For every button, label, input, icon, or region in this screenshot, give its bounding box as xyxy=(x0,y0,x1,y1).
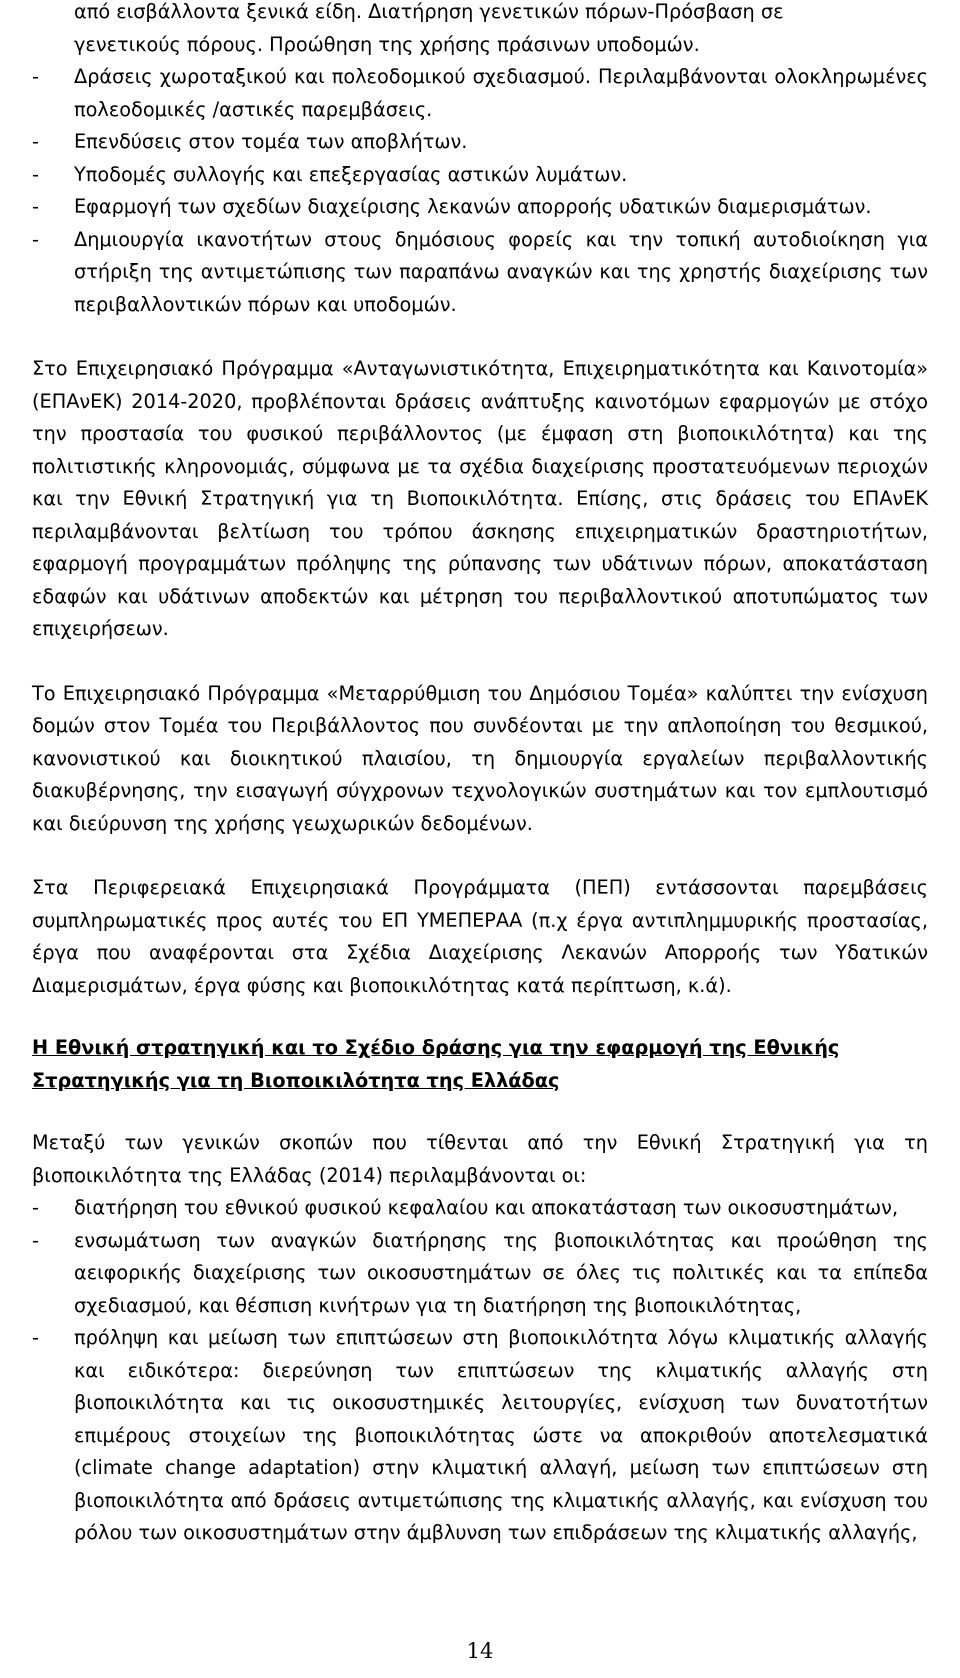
list-item-text: Επενδύσεις στον τομέα των αποβλήτων. xyxy=(74,130,468,153)
list-item xyxy=(32,224,928,322)
list-dash: - xyxy=(32,162,39,186)
list-dash: - xyxy=(32,65,39,88)
list-item-text: ενσωμάτωση των αναγκών διατήρησης της βιοποικιλότητας και προώθηση της αειφορικής διαχείρισης των οικοσυστημάτων σε όλες τις πολιτικές και τα επίπεδα σχεδιασμού, και θέσπιση κινήτρων για τη διατήρηση της βιοποικιλότητας, xyxy=(74,1228,928,1317)
list-item xyxy=(32,1322,928,1550)
section-heading: Η Εθνική στρατηγική και το Σχέδιο δράσης για την εφαρμογή της Εθνικής Στρατηγικής για τη Βιοποικιλότητα της Ελλάδας xyxy=(32,1036,840,1092)
list-item-text: διατήρηση του εθνικού φυσικού κεφαλαίου και αποκατάσταση των οικοσυστημάτων, xyxy=(74,1196,899,1219)
document-page xyxy=(32,0,928,1550)
paragraph-intro: Μεταξύ των γενικών σκοπών που τίθενται από την Εθνική Στρατηγική για τη βιοποικιλότητα της Ελλάδας (2014) περιλαμβάνονται οι: xyxy=(32,1131,928,1187)
paragraph-regional-programmes: Στα Περιφερειακά Επιχειρησιακά Προγράμματα (ΠΕΠ) εντάσσονται παρεμβάσεις συμπληρωματικές προς αυτές του ΕΠ ΥΜΕΠΕΡΑΑ (π.χ έργα αντιπλημμυρικής προστασίας, έργα που αναφέρονται στα Σχέδια Διαχείρισης Λεκανών Απορροής των Υδατικών Διαμερισμάτων, έργα φύσης και βιοποικιλότητας κατά περίπτωση, κ.ά). xyxy=(32,876,928,997)
page-number: 14 xyxy=(466,1639,494,1663)
list-item-text: Δράσεις χωροταξικού και πολεοδομικού σχεδιασμού. Περιλαμβάνονται ολοκληρωμένες πολεοδομικές /αστικές παρεμβάσεις. xyxy=(74,65,928,121)
list-dash: - xyxy=(32,1196,39,1219)
list-item xyxy=(32,1192,928,1225)
paragraph-public-sector-reform: Το Επιχειρησιακό Πρόγραμμα «Μεταρρύθμιση του Δημόσιου Τομέα» καλύπτει την ενίσχυση δομών στον Τομέα του Περιβάλλοντος που συνδέονται με την απλοποίηση του θεσμικού, κανονιστικού και διοικητικού πλαισίου, τη δημιουργία εργαλείων περιβαλλοντικής διακυβέρνησης, την εισαγωγή σύγχρονων τεχνολογικών συστημάτων και τον εμπλουτισμό και διεύρυνση της χρήσης γεωχωρικών δεδομένων. xyxy=(32,681,928,835)
list-item xyxy=(32,1225,928,1323)
list-dash: - xyxy=(32,1228,39,1252)
list-item xyxy=(32,159,928,192)
list-item-continuation-line1: από εισβάλλοντα ξενικά είδη. Διατήρηση γενετικών πόρων-Πρόσβαση σε xyxy=(74,0,784,23)
list-item-text: πρόληψη και μείωση των επιπτώσεων στη βιοποικιλότητα λόγω κλιματικής αλλαγής και ειδικότερα: διερεύνηση των επιπτώσεων της κλιματικής αλλαγής στη βιοποικιλότητα και τις οικοσυστημικές λειτουργίες, ενίσχυση των δυνατοτήτων επιμέρους στοιχείων της βιοποικιλότητας ώστε να αποκριθούν αποτελεσματικά (climate change adaptation) στην κλιματική αλλαγή, μείωση των επιπτώσεων στη βιοποικιλότητα από δράσεις αντιμετώπισης της κλιματικής αλλαγής, και ενίσχυση του ρόλου των οικοσυστημάτων στην άμβλυνση των επιδράσεων της κλιματικής αλλαγής, xyxy=(74,1326,928,1544)
goals-list xyxy=(32,1192,928,1550)
list-item xyxy=(32,191,928,224)
list-item-text: Δημιουργία ικανοτήτων στους δημόσιους φορείς και την τοπική αυτοδιοίκηση για στήριξη της αντιμετώπισης των παραπάνω αναγκών και της χρηστής διαχείρισης των περιβαλλοντικών πόρων και υποδομών. xyxy=(74,227,928,316)
list-item xyxy=(32,61,928,126)
list-dash: - xyxy=(32,130,39,153)
list-dash: - xyxy=(32,1326,39,1349)
list-dash: - xyxy=(32,227,39,251)
list-item-continuation-line2: γενετικούς πόρους. Προώθηση της χρήσης πράσινων υποδομών. xyxy=(74,32,700,56)
list-item-text: Υποδομές συλλογής και επεξεργασίας αστικών λυμάτων. xyxy=(74,162,628,186)
continued-list-item xyxy=(32,0,928,61)
actions-list xyxy=(32,61,928,321)
list-item xyxy=(32,126,928,159)
paragraph-epanek: Στο Επιχειρησιακό Πρόγραμμα «Ανταγωνιστικότητα, Επιχειρηματικότητα και Καινοτομία» (ΕΠΑνΕΚ) 2014-2020, προβλέπονται δράσεις ανάπτυξης καινοτόμων εφαρμογών με στόχο την προστασία του φυσικού περιβάλλοντος (με έμφαση στη βιοποικιλότητα) και της πολιτιστικής κληρονομιάς, σύμφωνα με τα σχέδια διαχείρισης προστατευόμενων περιοχών και την Εθνική Στρατηγική για τη Βιοποικιλότητα. Επίσης, στις δράσεις του ΕΠΑνΕΚ περιλαμβάνονται βελτίωση του τρόπου άσκησης επιχειρηματικών δραστηριοτήτων, εφαρμογή προγραμμάτων πρόληψης της ρύπανσης των υδάτινων πόρων, αποκατάσταση εδαφών και υδάτινων αποδεκτών και μέτρηση του περιβαλλοντικού αποτυπώματος των επιχειρήσεων. xyxy=(32,357,928,640)
list-item-text: Εφαρμογή των σχεδίων διαχείρισης λεκανών απορροής υδατικών διαμερισμάτων. xyxy=(74,195,872,218)
list-dash: - xyxy=(32,195,39,218)
